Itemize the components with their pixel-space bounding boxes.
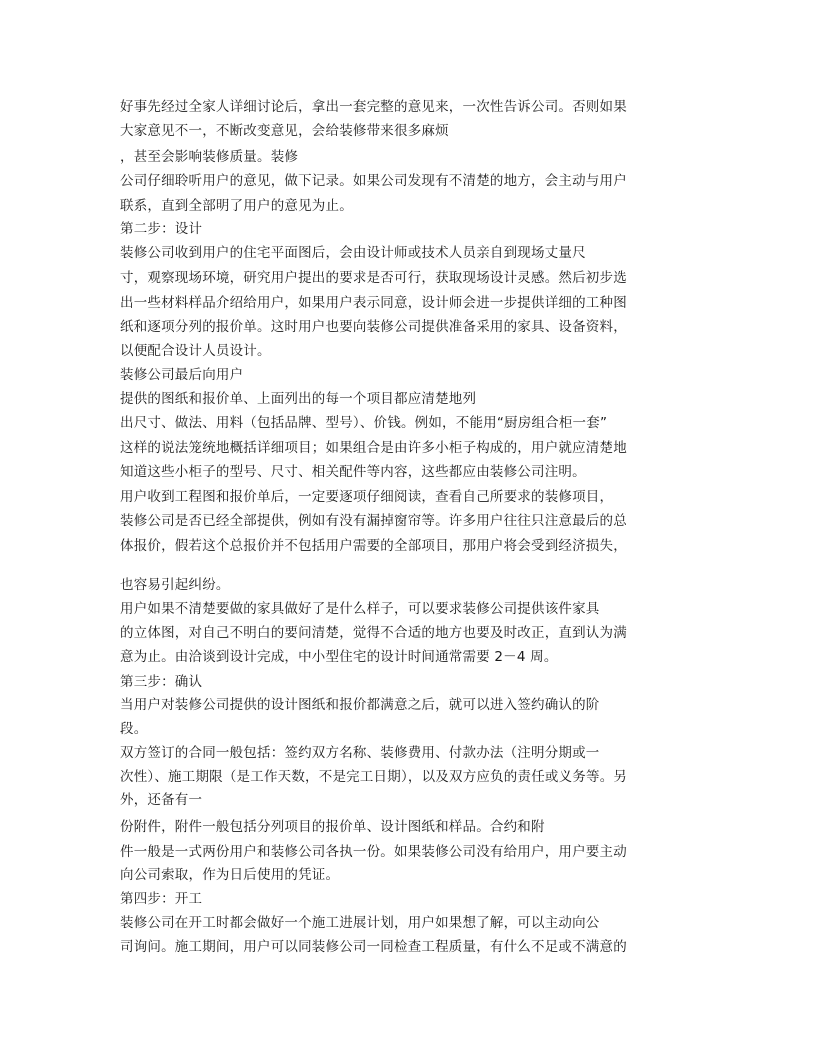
text-line: 纸和逐项分列的报价单。这时用户也要向装修公司提供准备采用的家具、设备资料， [120,319,627,335]
text-line: 司询问。施工期间，用户可以同装修公司一同检查工程质量，有什么不足或不满意的 [120,939,627,955]
text-line: 当用户对装修公司提供的设计图纸和报价都满意之后，就可以进入签约确认的阶 [120,697,600,713]
text-line: 出尺寸、做法、用料（包括品牌、型号）、价钱。例如，不能用“厨房组合柜一套” [120,415,608,431]
text-line: 提供的图纸和报价单、上面列出的每一个项目都应清楚地列 [120,391,477,407]
text-line: 装修公司在开工时都会做好一个施工进展计划，用户如果想了解，可以主动向公 [120,915,600,931]
text-line: 向公司索取，作为日后使用的凭证。 [120,867,340,883]
section-heading: 第二步：设计 [120,221,203,237]
text-line: ，甚至会影响装修质量。装修 [120,149,299,165]
section-heading: 第四步：开工 [120,891,203,907]
text-line: 件一般是一式两份用户和装修公司各执一份。如果装修公司没有给用户，用户要主动 [120,844,627,860]
text-line: 外，还备有一 [120,792,203,808]
text-line: 寸，观察现场环境，研究用户提出的要求是否可行，获取现场设计灵感。然后初步选 [120,270,627,286]
text-line: 份附件，附件一般包括分列项目的报价单、设计图纸和样品。合约和附 [120,819,545,835]
text-line: 的立体图，对自己不明白的要问清楚，觉得不合适的地方也要及时改正，直到认为满 [120,625,627,641]
text-line: 装修公司最后向用户 [120,367,244,383]
text-line: 用户收到工程图和报价单后，一定要逐项仔细阅读，查看自己所要求的装修项目， [120,489,614,505]
text-line: 以便配合设计人员设计。 [120,343,271,359]
text-line: 这样的说法笼统地概括详细项目；如果组合是由许多小柜子构成的，用户就应清楚地 [120,440,627,456]
text-line: 段。 [120,721,148,737]
text-line: 用户如果不清楚要做的家具做好了是什么样子，可以要求装修公司提供该件家具 [120,601,600,617]
text-line: 体报价，假若这个总报价并不包括用户需要的全部项目，那用户将会受到经济损失， [120,538,627,554]
text-line: 意为止。由洽谈到设计完成，中小型住宅的设计时间通常需要 2－4 周。 [120,649,558,665]
text-line: 公司仔细聆听用户的意见，做下记录。如果公司发现有不清楚的地方，会主动与用户 [120,173,627,189]
text-line: 好事先经过全家人详细讨论后，拿出一套完整的意见来，一次性告诉公司。否则如果 [120,99,627,115]
text-line: 次性）、施工期限（是工作天数，不是完工日期），以及双方应负的责任或义务等。另 [120,769,628,785]
text-line: 知道这些小柜子的型号、尺寸、相关配件等内容，这些都应由装修公司注明。 [120,464,586,480]
text-line: 联系，直到全部明了用户的意见为止。 [120,198,353,214]
text-line: 大家意见不一，不断改变意见，会给装修带来很多麻烦 [120,123,449,139]
text-line: 出一些材料样品介绍给用户，如果用户表示同意，设计师会进一步提供详细的工种图 [120,295,627,311]
section-heading: 第三步：确认 [120,674,203,690]
text-line: 也容易引起纠纷。 [120,577,230,593]
text-line: 双方签订的合同一般包括：签约双方名称、装修费用、付款办法（注明分期或一 [120,745,600,761]
text-line: 装修公司是否已经全部提供，例如有没有漏掉窗帘等。许多用户往往只注意最后的总 [120,513,627,529]
text-line: 装修公司收到用户的住宅平面图后，会由设计师或技术人员亲自到现场丈量尺 [120,245,586,261]
